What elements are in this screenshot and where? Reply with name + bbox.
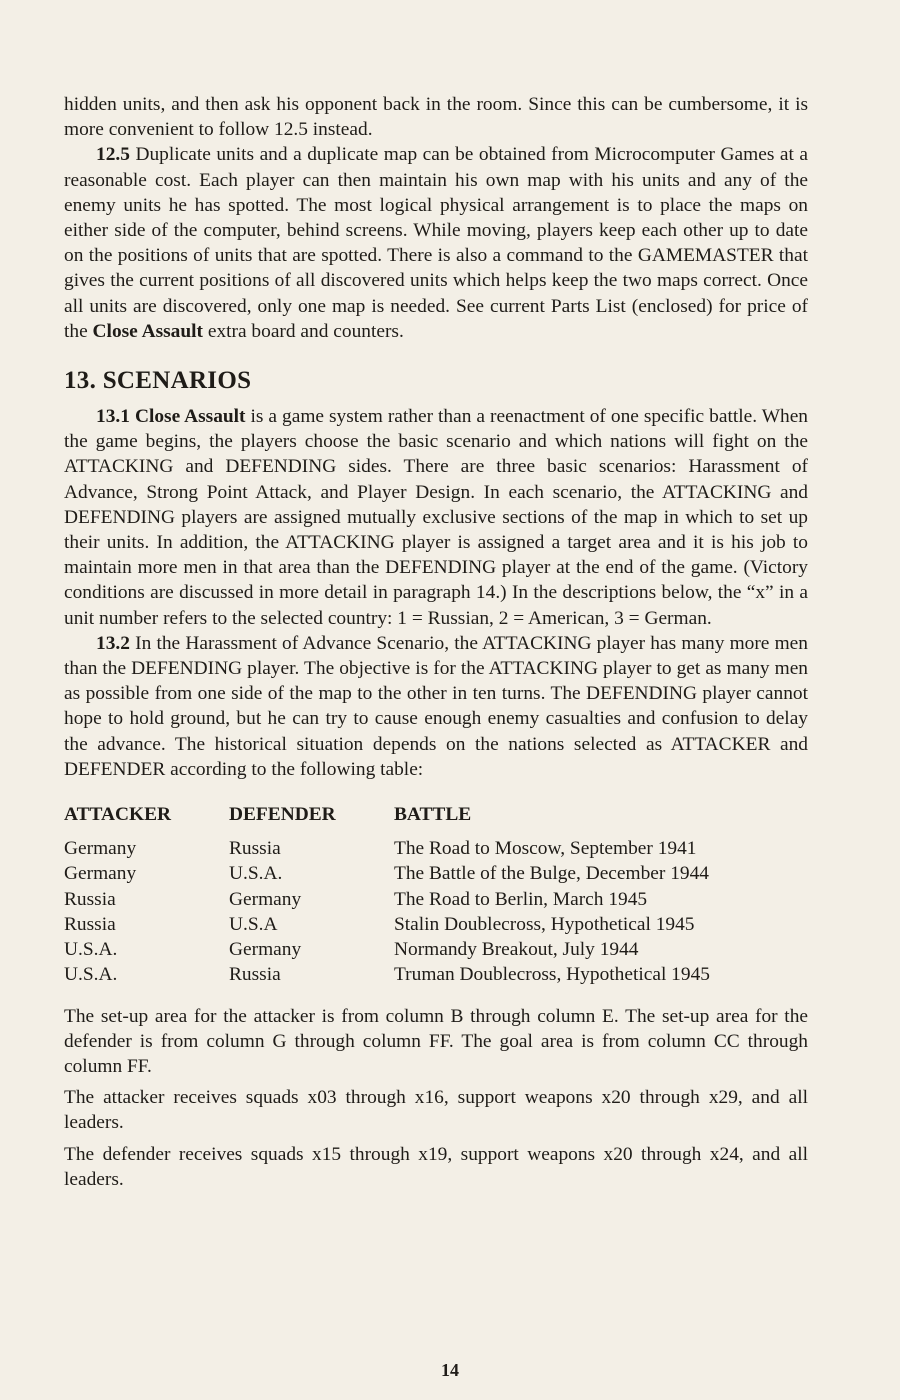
attacker-cell: U.S.A. (64, 964, 118, 986)
battle-table (64, 802, 808, 987)
battle-cell: Truman Doublecross, Hypothetical 1945 (394, 964, 710, 986)
defender-cell: Germany (229, 888, 302, 910)
table-row (64, 887, 808, 912)
header-defender: DEFENDER (229, 804, 336, 826)
game-title-bold: Close Assault (92, 320, 203, 342)
paragraph-number: 13.1 (96, 406, 130, 428)
paragraph-attacker-units: The attacker receives squads x03 through x16, support weapons x20 through x29, and all leaders. (64, 1087, 808, 1134)
table-row (64, 836, 808, 861)
paragraph-13-1: 13.1 Close Assault is a game system rather than a reenactment of one specific battle. When the game begins, the players choose the basic scenario and which nations will fight on the ATTACKING and DEFENDING sides. There are three basic scenarios: Harassment of Advance, Strong Point Attack, and Player Design. In each scenario, the ATTACKING and DEFENDING players are assigned mutually exclusive sections of the map in which to set up their units. In addition, the ATTACKING player is assigned a target area and it is his job to maintain more men in that area than the DEFENDING player at the end of the game. (Victory conditions are discussed in more detail in paragraph 14.) In the descriptions below, the “x” in a unit number refers to the selected country: 1 = Russian, 2 = American, 3 = German. (64, 406, 808, 629)
table-row (64, 937, 808, 962)
battle-cell: Normandy Breakout, July 1944 (394, 939, 639, 961)
paragraph-12-5: 12.5 Duplicate units and a duplicate map can be obtained from Microcomputer Games at a reasonable cost. Each player can then maintain his own map with his units and any of the enemy units he has spotted. The most logical physical arrangement is to place the maps on either side of the computer, behind screens. While moving, players keep each other up to date on the positions of units that are spotted. There is also a command to the GAMEMASTER that gives the current positions of all discovered units which helps keep the two maps correct. Once all units are discovered, only one map is needed. See current Parts List (enclosed) for price of the Close Assault extra board and counters. (64, 144, 808, 342)
battle-cell: The Road to Berlin, March 1945 (394, 888, 648, 910)
defender-cell: Germany (229, 939, 302, 961)
paragraph-number: 13.2 (96, 632, 130, 654)
table-row (64, 962, 808, 987)
defender-cell: Russia (229, 838, 281, 860)
paragraph-setup-areas: The set-up area for the attacker is from column B through column E. The set-up area for the defender is from column G through column FF. The goal area is from column CC through column FF. (64, 1005, 808, 1077)
paragraph-13-2: 13.2 In the Harassment of Advance Scenario, the ATTACKING player has many more men than the DEFENDING player. The objective is for the ATTACKING player to get as many men as possible from one side of the map to the other in ten turns. The DEFENDING player cannot hope to hold ground, but he can try to cause enough enemy casualties and confusion to delay the advance. The historical situation depends on the nations selected as ATTACKER and DEFENDER according to the following table: (64, 632, 808, 780)
header-attacker: ATTACKER (64, 804, 172, 826)
paragraph-defender-units: The defender receives squads x15 through x19, support weapons x20 through x24, and all leaders. (64, 1143, 808, 1190)
battle-cell: The Road to Moscow, September 1941 (394, 838, 697, 860)
battle-cell: The Battle of the Bulge, December 1944 (394, 863, 709, 885)
page-number: 14 (441, 1360, 459, 1380)
paragraph-number: 12.5 (96, 144, 130, 166)
defender-cell: U.S.A (229, 913, 278, 935)
section-heading: 13. SCENARIOS (64, 367, 252, 395)
attacker-cell: U.S.A. (64, 939, 118, 961)
defender-cell: U.S.A. (229, 863, 283, 885)
attacker-cell: Russia (64, 913, 116, 935)
game-title-bold: Close Assault (134, 406, 246, 428)
paragraph-continuation: hidden units, and then ask his opponent back in the room. Since this can be cumbersome, it is more convenient to follow 12.5 instead. (64, 94, 808, 141)
defender-cell: Russia (229, 964, 281, 986)
table-row (64, 912, 808, 937)
attacker-cell: Germany (64, 863, 137, 885)
table-row (64, 861, 808, 886)
header-battle: BATTLE (394, 804, 472, 826)
table-header-row (64, 802, 808, 836)
attacker-cell: Germany (64, 838, 137, 860)
attacker-cell: Russia (64, 888, 116, 910)
page-content (64, 92, 808, 1192)
battle-cell: Stalin Doublecross, Hypothetical 1945 (394, 913, 695, 935)
